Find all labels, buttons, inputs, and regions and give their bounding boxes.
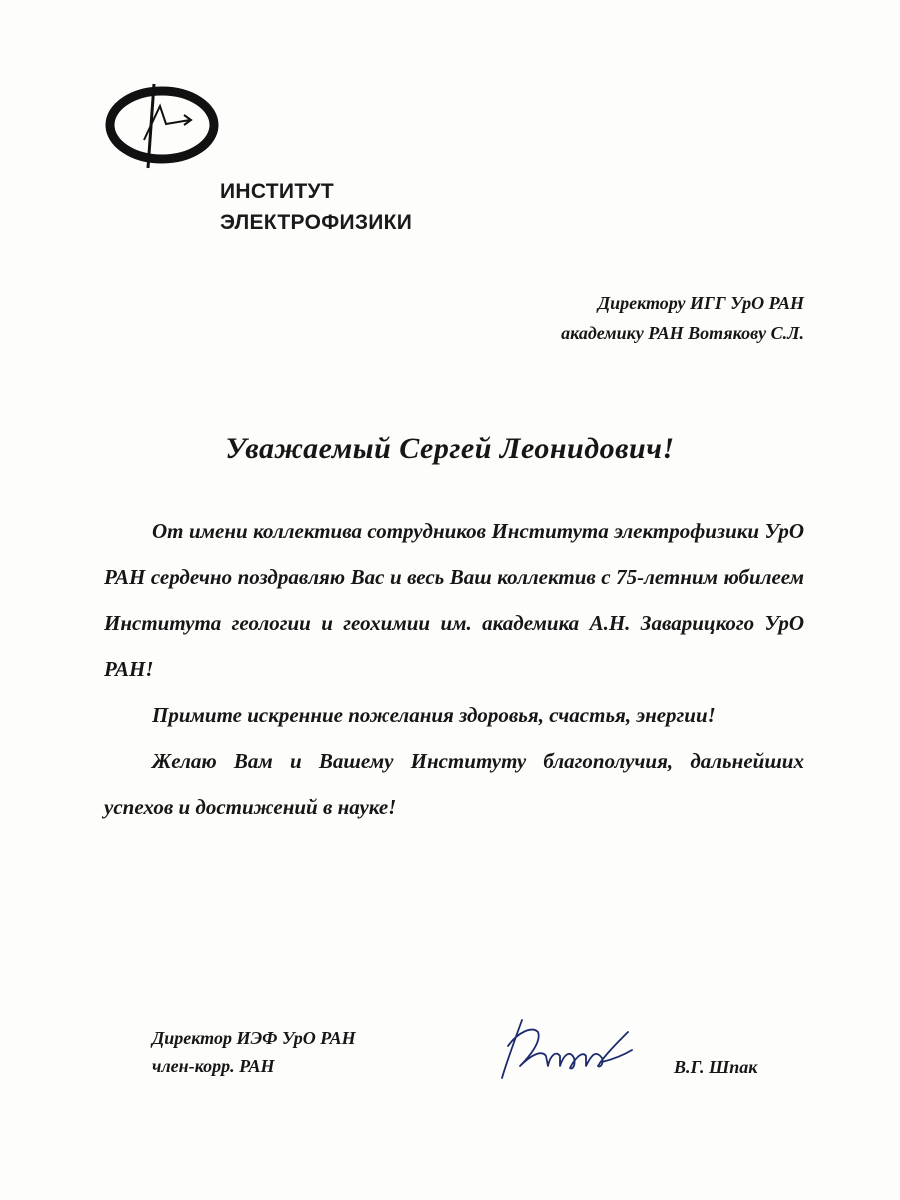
addressee-block <box>561 288 804 348</box>
institute-name-line-2: ЭЛЕКТРОФИЗИКИ <box>220 211 413 234</box>
body-paragraph-3: Желаю Вам и Вашему Институту благополучия, дальнейших успехов и достижений в науке! <box>104 749 804 819</box>
addressee-line-2: академику РАН Вотякову С.Л. <box>561 323 804 343</box>
body-paragraph-1: От имени коллектива сотрудников Института электрофизики УрО РАН сердечно поздравляю Вас и весь Ваш коллектив с 75-летним юбилеем Института геологии и геохимии им. академика А.Н. Заварицкого УрО РАН! <box>104 519 804 681</box>
signer-title-line-2: член-корр. РАН <box>152 1056 275 1076</box>
signer-name: В.Г. Шпак <box>674 1057 758 1077</box>
body-paragraph-2: Примите искренние пожелания здоровья, счастья, энергии! <box>152 703 716 727</box>
signer-title <box>152 1024 356 1080</box>
salutation: Уважаемый Сергей Леонидович! <box>225 432 675 465</box>
addressee-line-1: Директору ИГГ УрО РАН <box>597 293 804 313</box>
institute-logo-icon <box>104 82 220 170</box>
handwritten-signature <box>492 1012 640 1082</box>
signer-title-line-1: Директор ИЭФ УрО РАН <box>152 1028 356 1048</box>
institute-name-line-1: ИНСТИТУТ <box>220 180 334 203</box>
institute-name <box>220 176 412 238</box>
letter-body <box>104 508 804 830</box>
